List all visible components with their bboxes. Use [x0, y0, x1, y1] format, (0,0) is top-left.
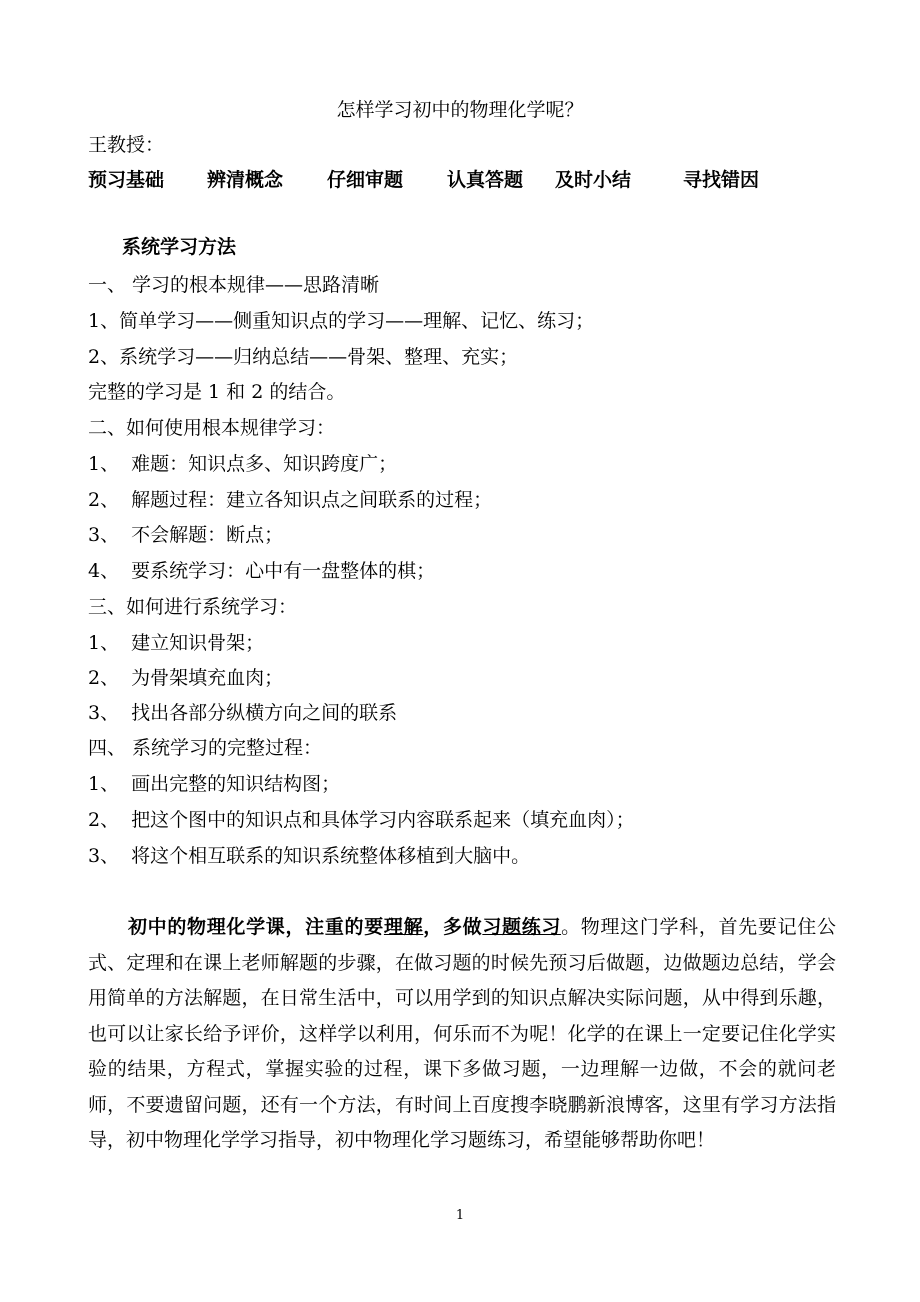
- list-line: 2、 解题过程：建立各知识点之间联系的过程；: [88, 489, 493, 511]
- keyword: 认真答题: [447, 169, 524, 191]
- keyword: 及时小结: [555, 169, 632, 191]
- author-line: 王教授：: [88, 134, 165, 156]
- keyword: 辨清概念: [207, 169, 284, 191]
- section-heading: 系统学习方法: [122, 236, 237, 258]
- list-line: 1、简单学习——侧重知识点的学习——理解、记忆、练习；: [88, 310, 595, 332]
- list-line: 三、如何进行系统学习：: [88, 596, 298, 618]
- body-paragraph: [88, 910, 836, 1159]
- list-line: 1、 建立知识骨架；: [88, 632, 265, 654]
- list-line: 1、 画出完整的知识结构图；: [88, 773, 341, 795]
- page-number: 1: [455, 1208, 465, 1223]
- list-line: 一、 学习的根本规律——思路清晰: [88, 274, 380, 296]
- bold-text: ，多做: [423, 916, 483, 938]
- list-line: 4、 要系统学习：心中有一盘整体的棋；: [88, 560, 436, 582]
- document-title: 怎样学习初中的物理化学呢？: [336, 99, 584, 121]
- bold-text: 初中的物理化学课，注重的要: [128, 916, 384, 938]
- list-line: 完整的学习是 1 和 2 的结合。: [88, 381, 346, 403]
- list-line: 二、如何使用根本规律学习：: [88, 417, 336, 439]
- list-line: 四、 系统学习的完整过程：: [88, 737, 323, 759]
- list-line: 2、 为骨架填充血肉；: [88, 667, 284, 689]
- list-line: 3、 将这个相互联系的知识系统整体移植到大脑中。: [88, 845, 531, 867]
- list-line: 3、 找出各部分纵横方向之间的联系: [88, 702, 398, 724]
- list-line: 2、 把这个图中的知识点和具体学习内容联系起来（填充血肉）；: [88, 809, 635, 831]
- list-line: 1、 难题：知识点多、知识跨度广；: [88, 453, 398, 475]
- keyword: 预习基础: [88, 169, 165, 191]
- underlined-text: 习题练习: [482, 916, 562, 938]
- keyword: 仔细审题: [327, 169, 404, 191]
- keyword: 寻找错因: [683, 169, 760, 191]
- paragraph-text: 。物理这门学科，首先要记住公式、定理和在课上老师解题的步骤，在做习题的时候先预习后做题，边做题边总结，学会用简单的方法解题，在日常生活中，可以用学到的知识点解决实际问题，从中得到乐趣，也可以让家长给予评价，这样学以利用，何乐而不为呢！化学的在课上一定要记住化学实验的结果，方程式，掌握实验的过程，课下多做习题，一边理解一边做，不会的就问老师，不要遗留问题，还有一个方法，有时间上百度搜李晓鹏新浪博客，这里有学习方法指导，初中物理化学学习指导，初中物理化学习题练习，希望能够帮助你吧！: [88, 916, 836, 1151]
- underlined-text: 理解: [383, 916, 424, 938]
- list-line: 3、 不会解题：断点；: [88, 524, 284, 546]
- list-line: 2、系统学习——归纳总结——骨架、整理、充实；: [88, 346, 519, 368]
